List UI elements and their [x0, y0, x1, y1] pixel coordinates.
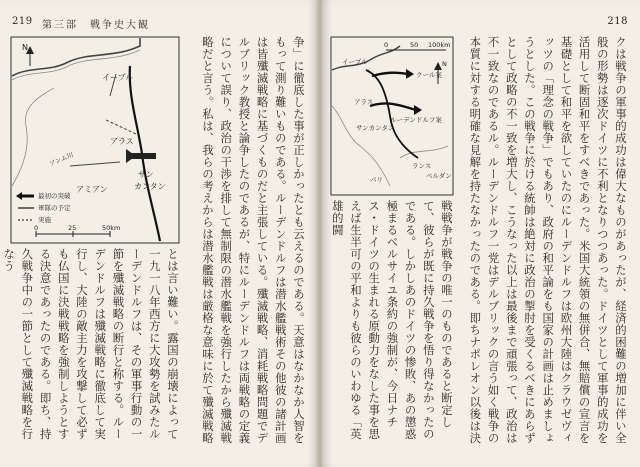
map-place-reims: ランス: [412, 162, 432, 170]
page-number-left: 219: [12, 16, 33, 27]
legend-item-planned: 軍隊の予定: [38, 204, 71, 212]
right-text-upper: [458, 36, 630, 448]
map-place-quentin: カンタン: [134, 182, 166, 191]
map-place-paris: パリ: [370, 176, 383, 184]
scale-50-left: 50km: [102, 224, 121, 232]
battle-map-left: [10, 36, 180, 244]
right-body-text: クは戦争の軍事的成功は偉大なものがあったが、経済的困難の増加に伴い全般の形勢は逐次ドイツに不利となりつつあった。ドイツとして軍事的成功を活用して断固和平をすべきであった。米国大統領の無併合、無賠償の宣言を基礎として和平を欲していたのにルーデンドルフは欧州大陸はクラウゼヴィッツの「理念の戦争」でもあり、政府の和平論をも国家の計画は止めましょうとした。この戦争に於ける統帥は絶対に政治の掣肘を受くるべきにあらずとして政略の不一致を増大し、こうなった以上は最後まで頑張って、政治は不一致なのであるル。ルーデンドルフ一党はデルブリックの言う如く戦争の本質に対する明確な見解を持たなかったのである。即ちナポレオン以後は決: [468, 36, 628, 444]
map-place-arras: アラス: [110, 137, 134, 146]
map-place-somme: ソンム川: [47, 150, 75, 168]
legend-item-executed: 実施: [38, 216, 51, 224]
right-body-text-cont: 戦戦争が戦争の唯一のものであると断定して、彼らが既に持久戦争を悟り得なかったのである。しかしあのドイツの惨敗、あの懲惑極まるベルサイユ条約の強制が、今日ナチス・ドイツの生まれる原動力をなした事を思えば生半可の平和よりも彼らのいわゆる「英雄的闘: [330, 200, 454, 440]
scale-0-left: 0: [34, 224, 39, 232]
map-place-saint-quentin-right: サンカンタン: [356, 124, 395, 132]
plan-kuhl-label: クール案: [416, 71, 442, 79]
scale-bar-right: [384, 41, 451, 50]
north-label-right: N: [442, 60, 447, 68]
map-place-ypres: イープル: [102, 73, 134, 82]
plan-ludendorff-label: ルーデンドルフ案: [390, 116, 442, 124]
battle-map-right: [330, 36, 454, 196]
left-body-text-cont: とは言い難い。露国の崩壊によって一九一八年西方に大攻勢を試みたルーデンドルフは、その軍事行動の一節を殲滅戦略の断行と称する。ルーデンドルフは殲滅戦略に徹底して実行し、大陸の敵主力を攻撃して必ずも仏国に決戦戦略を強制しようとする決意であったのである。即ち、持久戦争中の一節として殲滅戦略を行なう: [2, 248, 180, 440]
left-text-upper: [184, 36, 308, 448]
map-place-saint: サン: [138, 170, 154, 179]
scale-50-right: 50: [410, 41, 419, 49]
map-place-verdun: ベルダン: [426, 172, 452, 180]
left-text-lower: [2, 248, 182, 448]
legend-item-first-breakthrough: 最初の突破: [38, 192, 71, 200]
map-place-arras-right: アラス: [354, 98, 374, 106]
left-body-text: 争」に徹底した事が正しかったとも云えるのである。天意はなかなか人智をもって測り難いものである。ルーデンドルフは潜水艦戦術その他彼の諸計画は皆殲滅戦略に基づくものだと主張している。殲滅戦略、消耗戦略問題でデルブリック教授と論争したのであるが、特にルーデンドルフは両戦略の定義について誤り、政治の干渉を排して無制限の潜水艦戦を強行したから殲滅戦略だと言う。私は、我らの考えからは潜水艦戦は厳格な意味に於て殲滅戦略: [200, 36, 306, 444]
left-page: [0, 0, 318, 467]
right-text-lower: [330, 200, 456, 448]
north-label-left: N: [22, 43, 28, 52]
right-page: [322, 0, 640, 467]
page-number-right: 218: [607, 16, 628, 27]
map-place-ypres-right: イープル: [342, 58, 368, 66]
scale-0-right: 0: [384, 41, 389, 49]
scale-100-right: 100km: [428, 41, 451, 49]
north-arrow-left: [22, 43, 34, 66]
running-header: 第三部 戦争史大観: [42, 20, 150, 31]
scale-25-left: 25: [68, 224, 77, 232]
scale-bar-left: [34, 224, 120, 237]
map-legend-left: [16, 191, 71, 224]
map-place-amiens: アミアン: [76, 185, 108, 194]
